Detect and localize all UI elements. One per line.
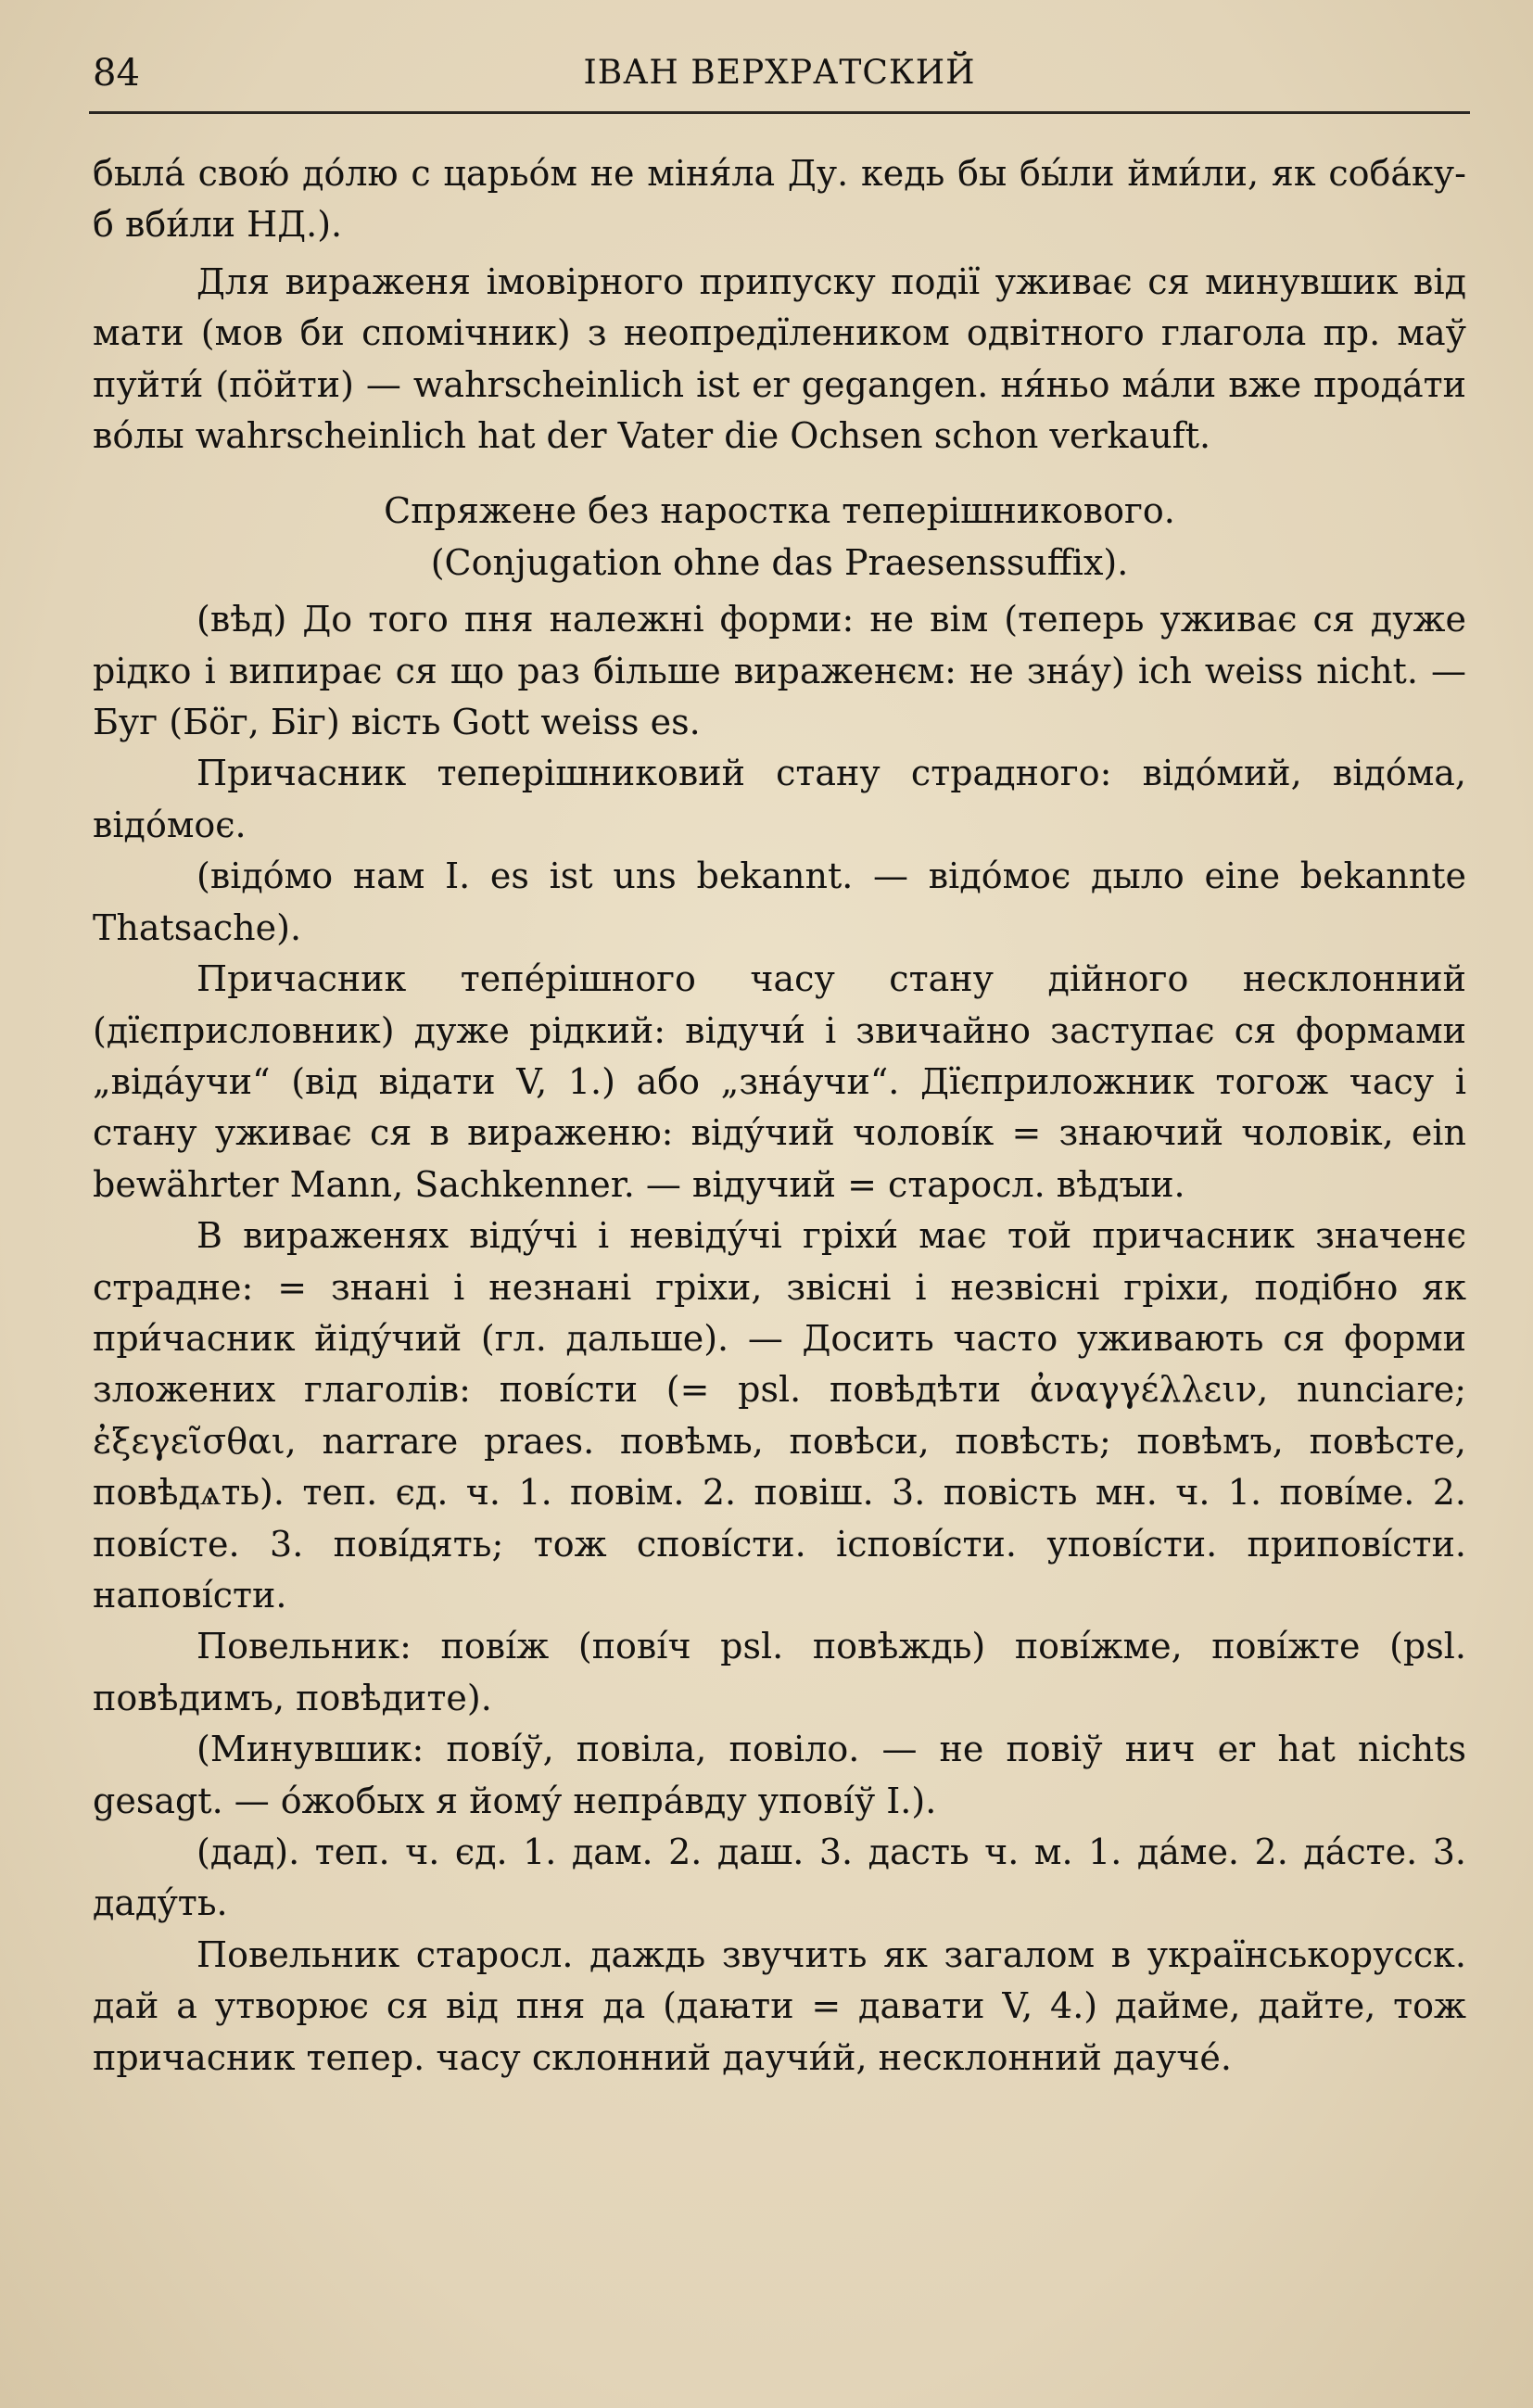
paragraph: была́ свою́ до́лю с царьо́м не міня́ла Ду. кедь бы бы́ли йми́ли, як соба́ку-б вби́ли НД.).	[93, 153, 1466, 246]
paragraph: Причасник теперішниковий стану страдного: відо́мий, відо́ма, відо́моє.	[93, 753, 1466, 845]
page-header	[89, 44, 1470, 114]
page-body	[93, 148, 1466, 2084]
paragraph: (дад). теп. ч. єд. 1. дам. 2. даш. 3. дасть ч. м. 1. да́ме. 2. да́сте. 3. даду́ть.	[93, 1831, 1466, 1924]
paragraph: (вѣд) До того пня належні форми: не вім (теперь уживає ся дуже рідко і випирає ся що раз більше вираженєм: не зна́у) ich weiss nicht. — Буг (Бöг, Біг) вість Gott weiss es.	[93, 599, 1466, 743]
section-heading: Спряжене без наростка теперішникового.	[384, 490, 1175, 532]
paragraph: В вираженях віду́чі і невіду́чі гріхи́ має той причасник значенє страдне: = знані і незнані гріхи, звісні і незвісні гріхи, подібно як при́часник йіду́чий (гл. дальше). — Досить часто уживають ся форми зложених глаголів: пові́сти (= psl. повѣдѣти ἀναγγέλλειν, nunciare; ἐξεγεῖσθαι, narrare praes. повѣмь, повѣси, повѣсть; повѣмъ, повѣсте, повѣдѧть). теп. єд. ч. 1. повім. 2. повіш. 3. повість мн. ч. 1. пові́ме. 2. пові́сте. 3. пові́дять; тож спові́сти. іспові́сти. упові́сти. припові́сти. напові́сти.	[93, 1215, 1466, 1616]
paragraph: Повельник старосл. даждь звучить як загалом в українськорусск. дай а утворює ся від пня да (даꙗти = давати V, 4.) дайме, дайте, тож причасник тепер. часу склонний даучи́й, несклонний дауче́.	[93, 1933, 1466, 2078]
paragraph: (відо́мо нам I. es ist uns bekannt. — відо́моє дыло eine bekannte Thatsache).	[93, 855, 1466, 948]
paragraph: (Минувшик: пові́ў, повіла, повіло. — не повіў нич er hat nichts gesagt. — о́жобых я йому́ непра́вду упові́ў I.).	[93, 1729, 1466, 1821]
paragraph: Повельник: пові́ж (пові́ч psl. повѣждь) пові́жме, пові́жте (psl. повѣдимъ, повѣдите).	[93, 1626, 1466, 1718]
page-number: 84	[93, 52, 140, 95]
running-head: ІВАН ВЕРХРАТСКИЙ	[583, 54, 976, 92]
section-subheading: (Conjugation ohne das Praesenssuffix).	[430, 541, 1129, 583]
paragraph: Для вираженя імовірного припуску події уживає ся минувшик від мати (мов би спомічник) з неопредїлеником одвітного глагола пр. маў пуйти́ (пöйти) — wahrscheinlich ist er gegangen. ня́ньо ма́ли вже прода́ти во́лы wahrscheinlich hat der Vater die Ochsen schon verkauft.	[93, 260, 1466, 457]
paragraph: Причасник тепе́рішного часу стану дійного несклонний (дїєприсловник) дуже рідкий: відучи́ і звичайно заступає ся формами „віда́учи“ (від відати V, 1.) або „зна́учи“. Дїєприложник тогож часу і стану уживає ся в вираженю: віду́чий чолові́к = знаючий чоловік, ein bewährter Mann, Sachkenner. — відучий = старосл. вѣдꙑи.	[93, 958, 1466, 1205]
